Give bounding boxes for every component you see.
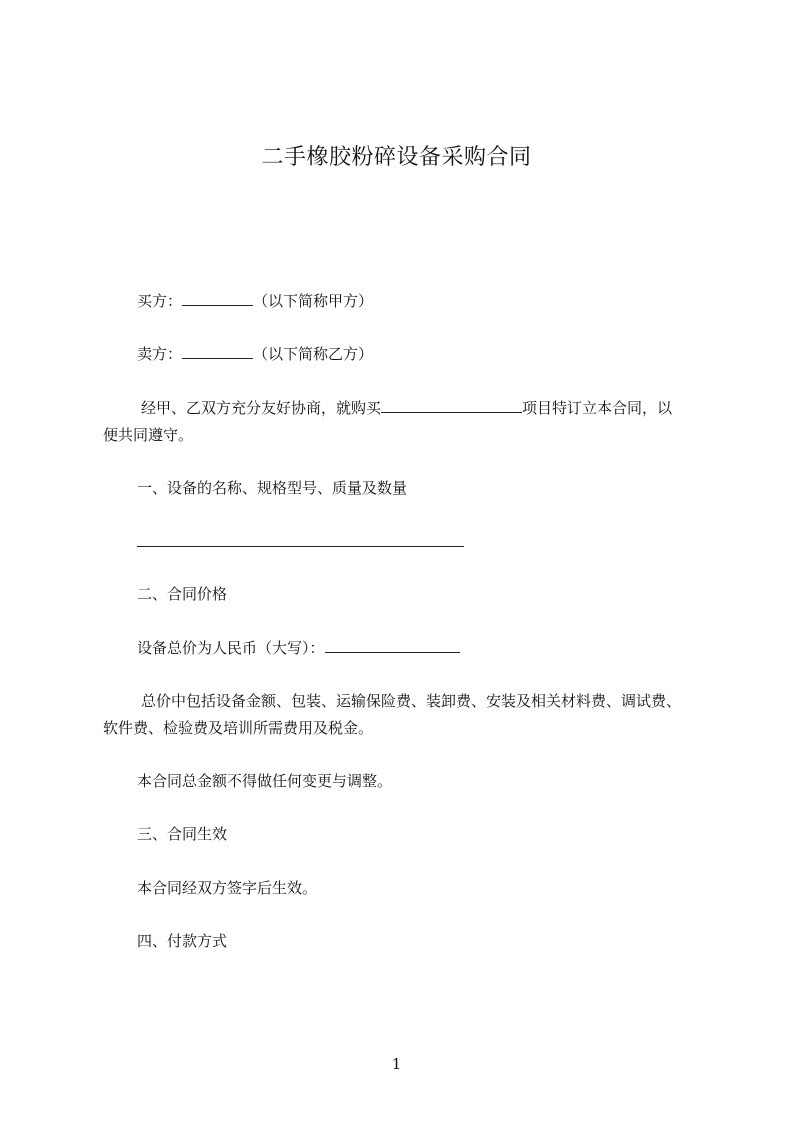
seller-label: 卖方： <box>137 345 183 363</box>
price-desc-line-2: 软件费、检验费及培训所需费用及税金。 <box>103 719 374 737</box>
equipment-blank-line <box>137 546 464 547</box>
effect-text: 本合同经双方签字后生效。 <box>137 879 318 897</box>
price-line <box>137 638 460 658</box>
page-number: 1 <box>391 1055 402 1073</box>
section1-heading: 一、设备的名称、规格型号、质量及数量 <box>137 479 408 497</box>
intro-part1: 经甲、乙双方充分友好协商，就购买 <box>141 399 382 417</box>
seller-note: （以下简称乙方） <box>253 345 374 363</box>
intro-line-1 <box>141 398 672 418</box>
document-title: 二手橡胶粉碎设备采购合同 <box>261 145 532 170</box>
buyer-line <box>137 291 373 311</box>
seller-blank <box>182 344 253 359</box>
buyer-note: （以下简称甲方） <box>253 292 374 310</box>
intro-line-2: 便共同遵守。 <box>103 426 194 444</box>
price-desc-line-1: 总价中包括设备金额、包装、运输保险费、装卸费、安装及相关材料费、调试费、 <box>141 692 682 710</box>
project-blank <box>381 398 522 413</box>
price-fixed-text: 本合同总金额不得做任何变更与调整。 <box>137 772 393 790</box>
price-label: 设备总价为人民币（大写）： <box>137 639 325 657</box>
section3-heading: 三、合同生效 <box>137 825 228 843</box>
section2-heading: 二、合同价格 <box>137 585 228 603</box>
section4-heading: 四、付款方式 <box>137 932 228 950</box>
buyer-blank <box>182 291 253 306</box>
seller-line <box>137 344 373 364</box>
price-blank <box>325 638 460 653</box>
buyer-label: 买方： <box>137 292 183 310</box>
intro-part2: 项目特订立本合同，以 <box>522 399 673 417</box>
